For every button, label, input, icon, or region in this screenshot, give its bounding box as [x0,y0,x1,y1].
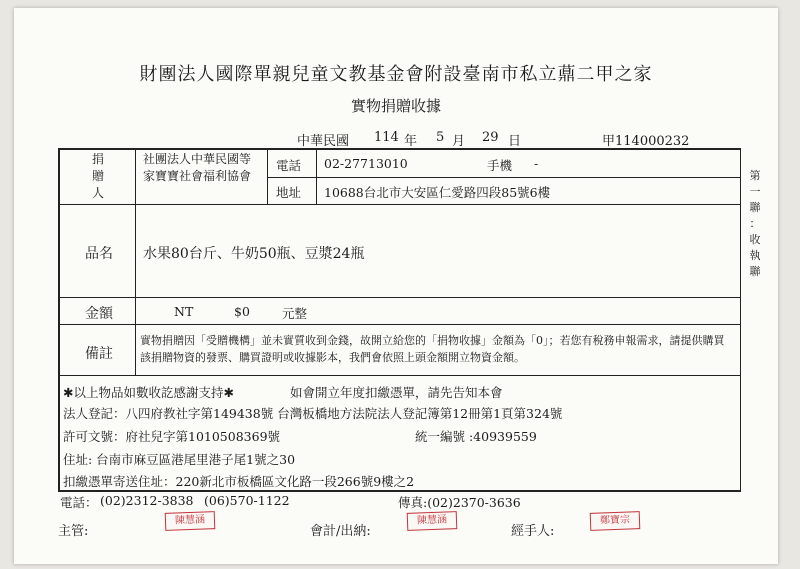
receipt-form-table [58,148,741,492]
mailing-address: 扣繳憑單寄送住址：220新北市板橋區文化路一段266號9樓之2 [63,474,415,489]
supervisor-seal: 陳慧涵 [165,511,216,531]
address-label: 地址 [276,185,302,200]
fax-number: 傳真:(02)2370-3636 [398,495,521,510]
org-phone-1: (02)2312-3838 [100,493,194,508]
foundation-title: 財團法人國際單親兒童文教基金會附設臺南市私立薡二甲之家 [139,64,653,85]
item-value: 水果80台斤、牛奶50瓶、豆漿24瓶 [143,246,365,262]
receipt-paper [14,8,778,564]
legal-registration: 法人登記：八四府教社字第149438號 台灣板橋地方法院法人登記簿第12冊第1頁第324號 [63,406,563,421]
date-year-unit: 年 [404,134,418,149]
mobile-value: - [534,156,539,171]
tax-id: 統一編號 :40939559 [415,429,537,444]
receipt-title: 實物捐贈收據 [350,97,441,115]
address-value: 10688台北市大安區仁愛路四段85號6樓 [324,185,551,200]
date-era: 中華民國 [297,134,350,149]
phone-label: 電話 [276,158,302,173]
org-address: 住址: 台南市麻豆區港尾里港子尾1號之30 [63,452,296,467]
org-phone-label: 電話： [60,495,98,510]
org-phone-2: (06)570-1122 [204,493,290,508]
note-text: 實物捐贈因「受贈機構」並未實質收到金錢，故開立給您的「捐物收據」金額為「0」；若您有稅務申報需求，請提供購買該捐贈物資的發票、購買證明或收據影本，我們會依照上頭金額開立物資金額。 [140,334,725,364]
date-year: 114 [374,130,399,145]
date-day-unit: 日 [508,134,522,149]
date-month: 5 [436,130,445,145]
donor-label: 捐 贈 人 [91,152,104,200]
receipt-number: 甲114000232 [602,134,690,149]
handler-seal: 鄭寶宗 [590,511,641,531]
donor-name: 社團法人中華民國等家寶寶社會福利協會 [143,152,252,183]
accounting-seal: 陳慧涵 [407,511,458,531]
copy-label: 第 一 聯 ： 收 執 聯 [749,169,761,278]
handler-label: 經手人: [511,524,555,539]
amount-label: 金額 [85,306,113,322]
phone-value: 02-27713010 [324,156,408,171]
note-label: 備註 [85,346,113,362]
accounting-label: 會計/出納: [310,524,371,539]
date-month-unit: 月 [452,134,466,149]
thanks-note: 如會開立年度扣繳憑單，請先告知本會 [290,385,503,400]
amount-currency: NT [174,304,194,319]
amount-value: $0 [234,304,250,319]
permit-number: 許可文號：府社兒字第1010508369號 [63,429,281,444]
amount-unit: 元整 [282,306,308,321]
item-label: 品名 [85,246,113,262]
thanks-text: ✱以上物品如數收訖感謝支持✱ [63,385,234,400]
date-day: 29 [482,130,499,145]
supervisor-label: 主管: [58,524,89,539]
mobile-label: 手機 [487,158,513,173]
